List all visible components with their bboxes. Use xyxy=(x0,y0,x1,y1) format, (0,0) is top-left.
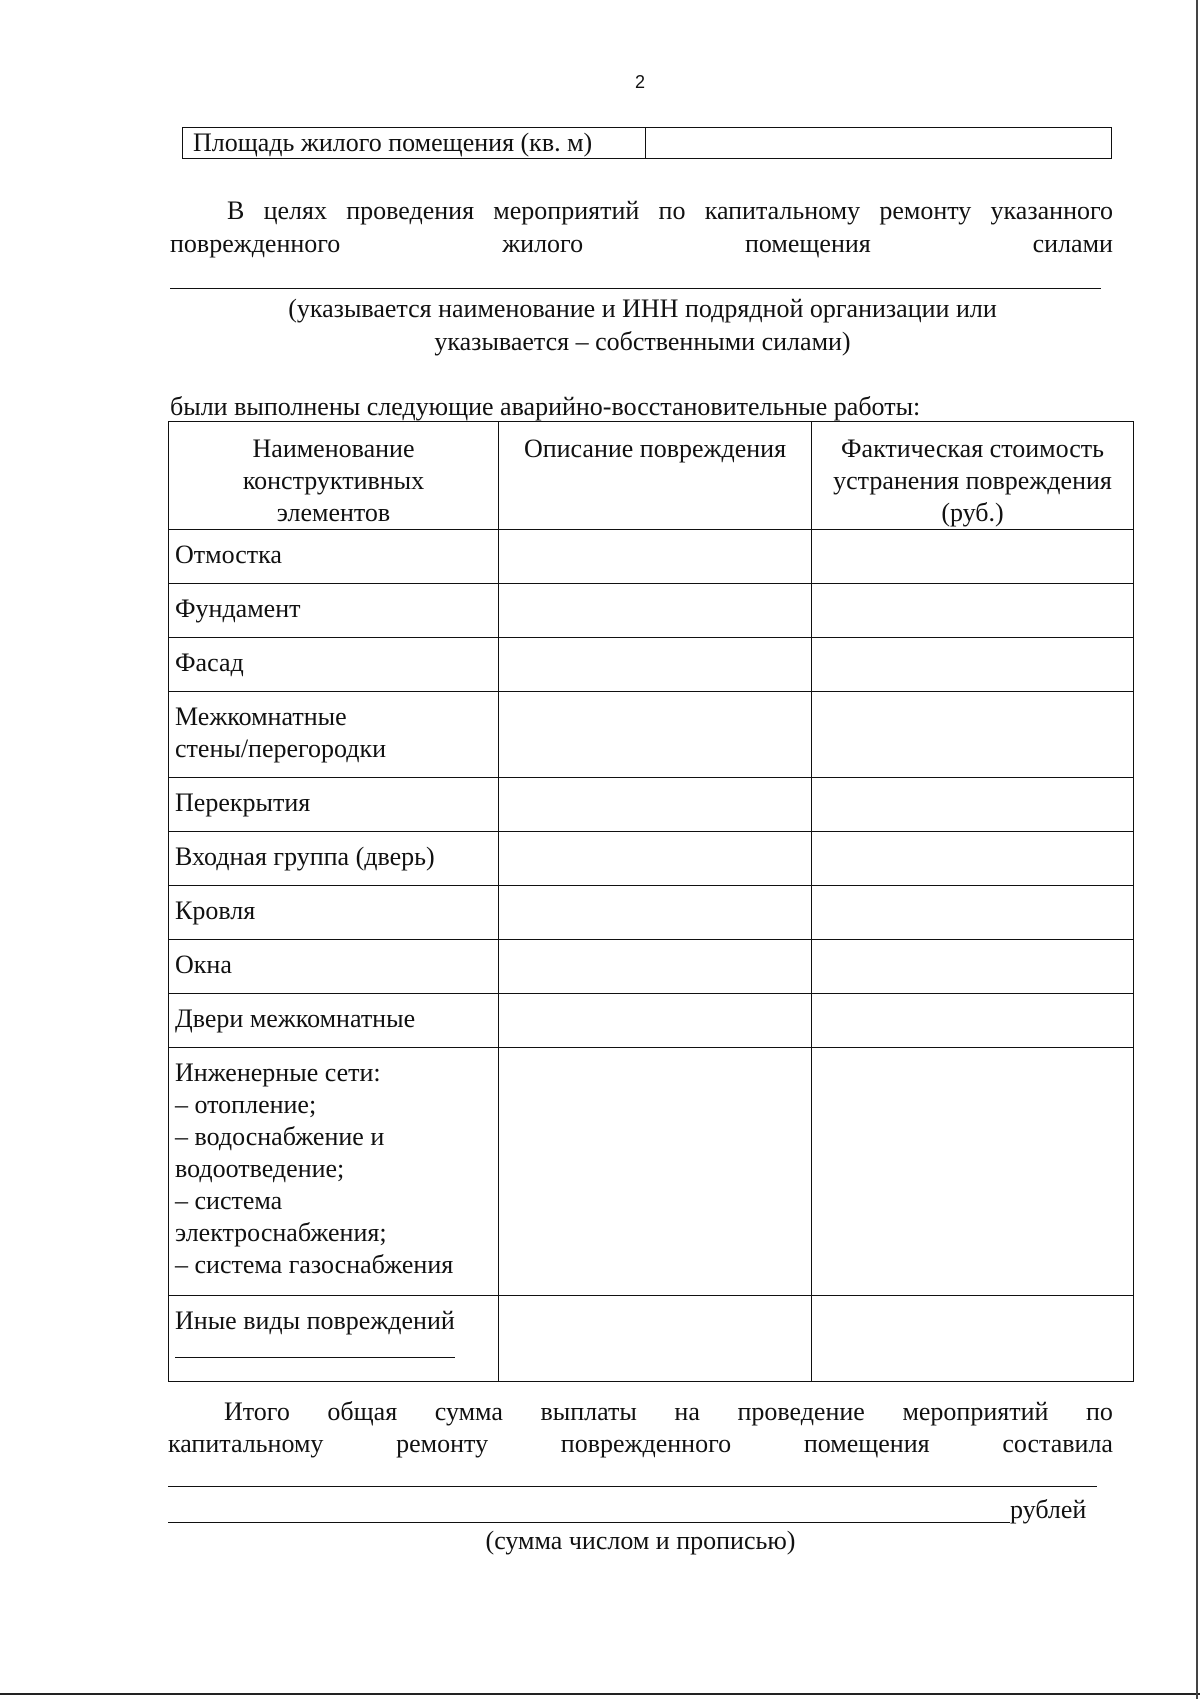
intro-word: поврежденного xyxy=(170,229,341,258)
table-row xyxy=(169,886,1134,940)
table-row xyxy=(169,692,1134,778)
table-header-row xyxy=(169,422,1134,530)
description-cell[interactable] xyxy=(499,638,812,692)
total-fill-line-2[interactable] xyxy=(168,1522,1010,1523)
intro-word: жилого xyxy=(502,229,584,258)
description-cell[interactable] xyxy=(499,530,812,584)
cost-cell[interactable] xyxy=(812,832,1134,886)
row-label: Входная группа (дверь) xyxy=(169,832,499,886)
area-label: Площадь жилого помещения (кв. м) xyxy=(183,128,646,158)
table-row xyxy=(169,994,1134,1048)
table-row xyxy=(169,530,1134,584)
contractor-caption xyxy=(170,292,1115,358)
cost-cell[interactable] xyxy=(812,584,1134,638)
table-row xyxy=(169,638,1134,692)
description-cell[interactable] xyxy=(499,940,812,994)
total-line-2 xyxy=(168,1428,1113,1460)
cost-cell[interactable] xyxy=(812,638,1134,692)
area-table xyxy=(182,127,1112,159)
total-word: мероприятий xyxy=(902,1397,1049,1426)
row-label: Межкомнатные стены/перегородки xyxy=(169,692,499,778)
total-paragraph xyxy=(168,1396,1113,1460)
total-word: помещения xyxy=(803,1429,930,1458)
description-cell[interactable] xyxy=(499,994,812,1048)
intro-word: силами xyxy=(1032,229,1113,258)
total-word: составила xyxy=(1002,1429,1113,1458)
row-label: Фасад xyxy=(169,638,499,692)
page-edge-bottom xyxy=(0,1693,1200,1695)
table-row xyxy=(169,832,1134,886)
header-damage-description: Описание повреждения xyxy=(499,422,812,530)
row-label-other xyxy=(169,1296,499,1382)
cost-cell[interactable] xyxy=(812,530,1134,584)
table-row xyxy=(169,778,1134,832)
cost-cell[interactable] xyxy=(812,692,1134,778)
cost-cell[interactable] xyxy=(812,778,1134,832)
table-row xyxy=(169,940,1134,994)
header-element-name: Наименование конструктивных элементов xyxy=(169,422,499,530)
cost-cell[interactable] xyxy=(812,994,1134,1048)
works-lead-text: были выполнены следующие аварийно-восстановительные работы: xyxy=(170,392,921,421)
total-word: поврежденного xyxy=(560,1429,732,1458)
page-number: 2 xyxy=(634,72,645,92)
total-word: капитальному xyxy=(168,1429,324,1458)
description-cell[interactable] xyxy=(499,886,812,940)
row-label: Окна xyxy=(169,940,499,994)
total-fill-line-1[interactable] xyxy=(168,1486,1097,1487)
intro-line-2 xyxy=(170,227,1113,260)
cost-cell[interactable] xyxy=(812,1296,1134,1382)
area-value-field[interactable] xyxy=(646,128,1111,158)
intro-word: помещения xyxy=(744,229,871,258)
works-table xyxy=(168,421,1134,1382)
description-cell[interactable] xyxy=(499,584,812,638)
intro-paragraph xyxy=(170,194,1113,260)
total-word: общая xyxy=(327,1397,398,1426)
header-actual-cost: Фактическая стоимость устранения повреждения (руб.) xyxy=(812,422,1134,530)
cost-cell[interactable] xyxy=(812,1048,1134,1296)
contractor-caption-line-2: указывается – собственными силами) xyxy=(434,327,851,356)
contractor-fill-line[interactable] xyxy=(170,288,1101,289)
total-word: на xyxy=(674,1397,700,1426)
total-word: по xyxy=(1086,1397,1113,1426)
description-cell[interactable] xyxy=(499,1296,812,1382)
row-label: Отмостка xyxy=(169,530,499,584)
table-row xyxy=(169,584,1134,638)
row-label: Кровля xyxy=(169,886,499,940)
total-word: сумма xyxy=(434,1397,503,1426)
description-cell[interactable] xyxy=(499,692,812,778)
total-word: Итого xyxy=(224,1397,290,1426)
row-label: Фундамент xyxy=(169,584,499,638)
cost-cell[interactable] xyxy=(812,886,1134,940)
currency-label: рублей xyxy=(1010,1495,1087,1524)
description-cell[interactable] xyxy=(499,778,812,832)
cost-cell[interactable] xyxy=(812,940,1134,994)
total-word: проведение xyxy=(737,1397,865,1426)
table-row xyxy=(169,1296,1134,1382)
other-damage-fill-line[interactable] xyxy=(175,1357,455,1358)
row-label: Иные виды повреждений xyxy=(175,1306,455,1335)
row-label: Двери межкомнатные xyxy=(169,994,499,1048)
page-edge-right xyxy=(1196,0,1198,1699)
description-cell[interactable] xyxy=(499,1048,812,1296)
total-line-1 xyxy=(168,1396,1113,1428)
total-word: ремонту xyxy=(396,1429,489,1458)
total-word: выплаты xyxy=(540,1397,637,1426)
contractor-caption-line-1: (указывается наименование и ИНН подрядной организации или xyxy=(288,294,997,323)
row-label: Инженерные сети: – отопление; – водоснабжение и водоотведение; – система электроснабжения; – система газоснабжения xyxy=(169,1048,499,1296)
sum-caption: (сумма числом и прописью) xyxy=(485,1526,796,1555)
table-row xyxy=(169,1048,1134,1296)
intro-line-1: В целях проведения мероприятий по капитальному ремонту указанного xyxy=(227,196,1113,225)
row-label: Перекрытия xyxy=(169,778,499,832)
description-cell[interactable] xyxy=(499,832,812,886)
